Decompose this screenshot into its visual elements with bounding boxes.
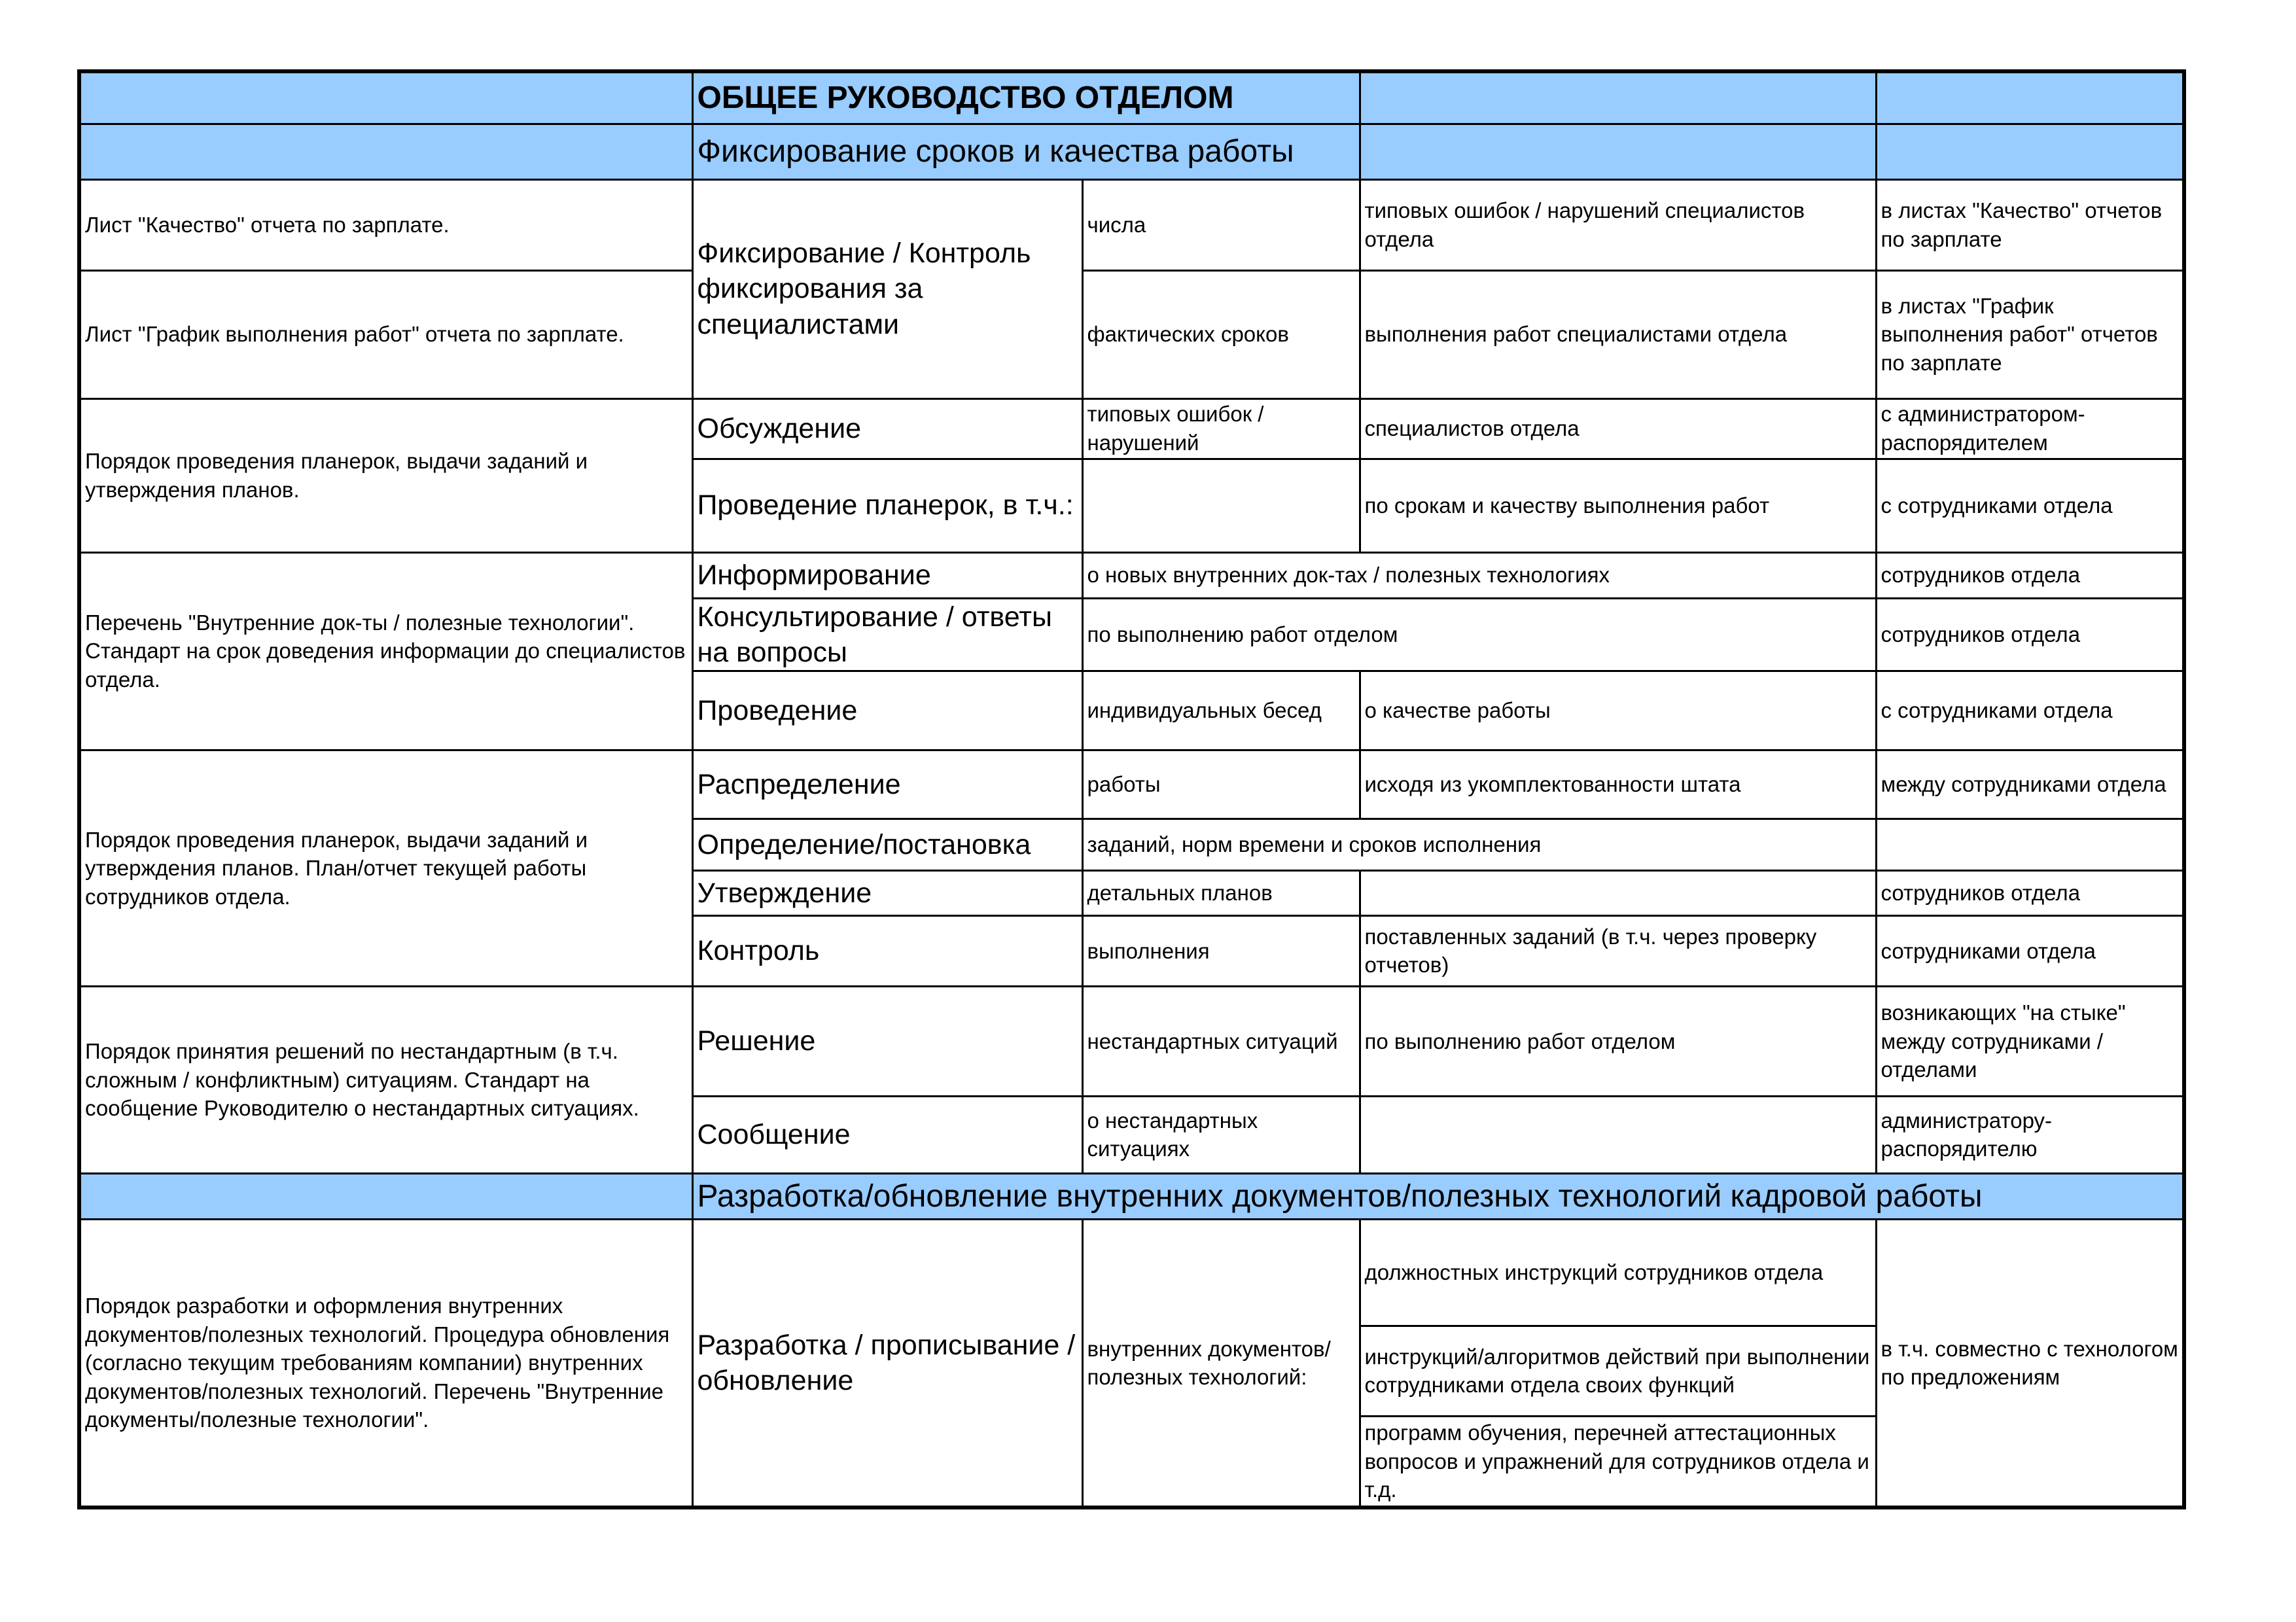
document-cell: Перечень "Внутренние док-ты / полезные технологии". Стандарт на срок доведения информации до специалистов отдела. xyxy=(79,552,692,750)
participant-cell xyxy=(1876,819,2184,870)
section-title: Фиксирование сроков и качества работы xyxy=(692,124,1360,179)
table-row xyxy=(79,552,2184,598)
action-cell: Проведение планерок, в т.ч.: xyxy=(692,459,1082,552)
document-cell: Порядок проведения планерок, выдачи заданий и утверждения планов. План/отчет текущей работы сотрудников отдела. xyxy=(79,750,692,986)
document-cell: Порядок разработки и оформления внутренних документов/полезных технологий. Процедура обновления (согласно текущим требованиям компании) внутренних документов/полезных технологий. Перечень "Внутренние документы/полезные технологии". xyxy=(79,1219,692,1507)
object-cell: о новых внутренних док-тах / полезных технологиях xyxy=(1082,552,1876,598)
object-cell: работы xyxy=(1082,750,1360,819)
participant-cell: между сотрудниками отдела xyxy=(1876,750,2184,819)
section-row-blank xyxy=(79,124,692,179)
table-row xyxy=(79,1219,2184,1326)
title-row xyxy=(79,71,2184,124)
document-cell: Лист "График выполнения работ" отчета по зарплате. xyxy=(79,270,692,398)
detail-cell: поставленных заданий (в т.ч. через проверку отчетов) xyxy=(1360,915,1876,986)
section-row xyxy=(79,124,2184,179)
participant-cell: в листах "График выполнения работ" отчетов по зарплате xyxy=(1876,270,2184,398)
detail-cell: о качестве работы xyxy=(1360,671,1876,750)
detail-cell xyxy=(1360,870,1876,915)
action-cell: Решение xyxy=(692,986,1082,1096)
title-row-blank xyxy=(1876,71,2184,124)
table-row xyxy=(79,750,2184,819)
participant-cell: с сотрудниками отдела xyxy=(1876,459,2184,552)
table-row xyxy=(79,398,2184,459)
table-title: ОБЩЕЕ РУКОВОДСТВО ОТДЕЛОМ xyxy=(692,71,1360,124)
detail-cell: по выполнению работ отделом xyxy=(1360,986,1876,1096)
action-cell: Контроль xyxy=(692,915,1082,986)
table-row xyxy=(79,986,2184,1096)
detail-cell: исходя из укомплектованности штата xyxy=(1360,750,1876,819)
action-cell: Разработка / прописывание / обновление xyxy=(692,1219,1082,1507)
table-row xyxy=(79,179,2184,270)
object-cell: по выполнению работ отделом xyxy=(1082,598,1876,671)
participant-cell: с администратором-распорядителем xyxy=(1876,398,2184,459)
detail-cell: выполнения работ специалистами отдела xyxy=(1360,270,1876,398)
title-row-blank xyxy=(1360,71,1876,124)
participant-cell: сотрудников отдела xyxy=(1876,870,2184,915)
participant-cell: администратору-распорядителю xyxy=(1876,1096,2184,1173)
detail-cell: по срокам и качеству выполнения работ xyxy=(1360,459,1876,552)
participant-cell: сотрудников отдела xyxy=(1876,552,2184,598)
object-cell: заданий, норм времени и сроков исполнения xyxy=(1082,819,1876,870)
object-cell: числа xyxy=(1082,179,1360,270)
detail-cell xyxy=(1360,1096,1876,1173)
object-cell: внутренних документов/полезных технологий: xyxy=(1082,1219,1360,1507)
object-cell: нестандартных ситуаций xyxy=(1082,986,1360,1096)
action-cell: Распределение xyxy=(692,750,1082,819)
action-cell: Фиксирование / Контроль фиксирования за специалистами xyxy=(692,179,1082,398)
title-row-blank xyxy=(79,71,692,124)
document-cell: Порядок принятия решений по нестандартным (в т.ч. сложным / конфликтным) ситуациям. Стандарт на сообщение Руководителю о нестандартных ситуациях. xyxy=(79,986,692,1173)
management-table xyxy=(77,69,2186,1509)
object-cell: выполнения xyxy=(1082,915,1360,986)
section-row-blank xyxy=(79,1173,692,1219)
object-cell: типовых ошибок / нарушений xyxy=(1082,398,1360,459)
section-row-blank xyxy=(1360,124,1876,179)
participant-cell: сотрудниками отдела xyxy=(1876,915,2184,986)
object-cell xyxy=(1082,459,1360,552)
action-cell: Информирование xyxy=(692,552,1082,598)
detail-cell: специалистов отдела xyxy=(1360,398,1876,459)
object-cell: индивидуальных бесед xyxy=(1082,671,1360,750)
action-cell: Консультирование / ответы на вопросы xyxy=(692,598,1082,671)
action-cell: Сообщение xyxy=(692,1096,1082,1173)
document-cell: Порядок проведения планерок, выдачи заданий и утверждения планов. xyxy=(79,398,692,552)
action-cell: Проведение xyxy=(692,671,1082,750)
detail-cell: инструкций/алгоритмов действий при выполнении сотрудниками отдела своих функций xyxy=(1360,1326,1876,1416)
participant-cell: в листах "Качество" отчетов по зарплате xyxy=(1876,179,2184,270)
object-cell: фактических сроков xyxy=(1082,270,1360,398)
section-title: Разработка/обновление внутренних документов/полезных технологий кадровой работы xyxy=(692,1173,2184,1219)
participant-cell: в т.ч. совместно с технологом по предложениям xyxy=(1876,1219,2184,1507)
section-row-blank xyxy=(1876,124,2184,179)
section-row xyxy=(79,1173,2184,1219)
action-cell: Определение/постановка xyxy=(692,819,1082,870)
participant-cell: возникающих "на стыке" между сотрудниками / отделами xyxy=(1876,986,2184,1096)
participant-cell: сотрудников отдела xyxy=(1876,598,2184,671)
object-cell: о нестандартных ситуациях xyxy=(1082,1096,1360,1173)
participant-cell: с сотрудниками отдела xyxy=(1876,671,2184,750)
document-cell: Лист "Качество" отчета по зарплате. xyxy=(79,179,692,270)
detail-cell: типовых ошибок / нарушений специалистов отдела xyxy=(1360,179,1876,270)
table-row xyxy=(79,270,2184,398)
object-cell: детальных планов xyxy=(1082,870,1360,915)
detail-cell: должностных инструкций сотрудников отдела xyxy=(1360,1219,1876,1326)
action-cell: Утверждение xyxy=(692,870,1082,915)
action-cell: Обсуждение xyxy=(692,398,1082,459)
detail-cell: программ обучения, перечней аттестационных вопросов и упражнений для сотрудников отдела и т.д. xyxy=(1360,1416,1876,1507)
